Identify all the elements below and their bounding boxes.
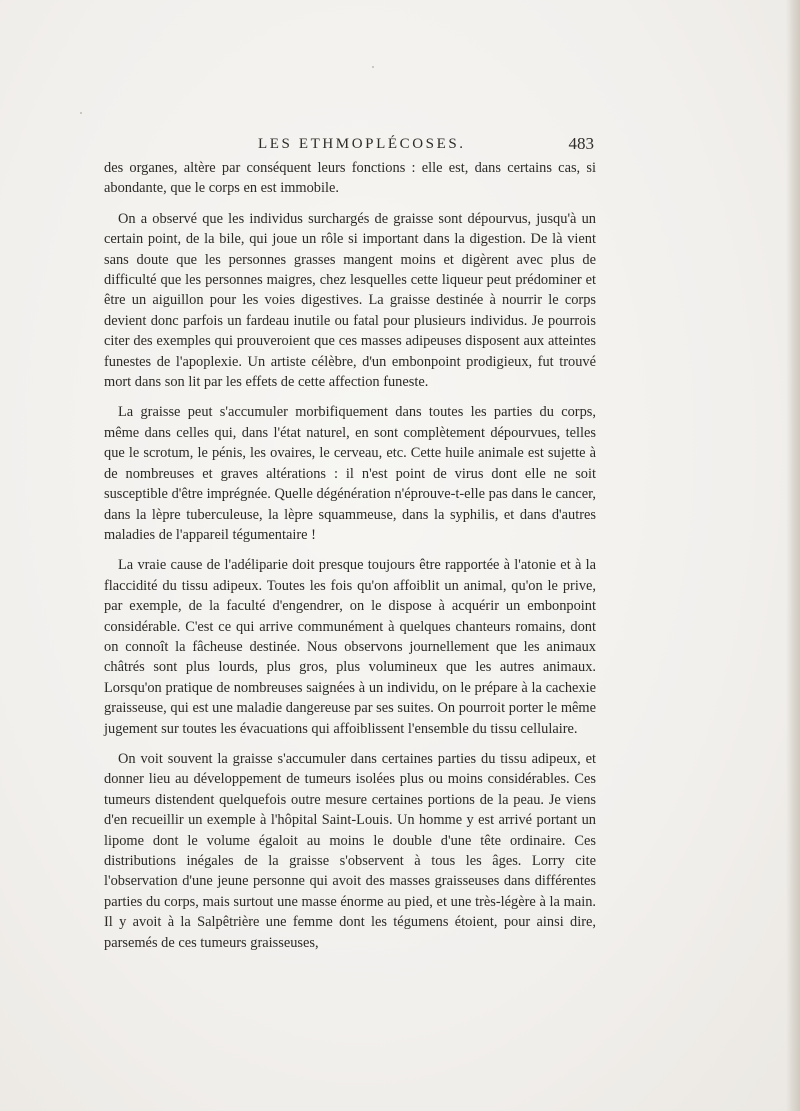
page-number: 483: [568, 134, 594, 153]
paragraph: La vraie cause de l'adéliparie doit presque toujours être rapportée à l'atonie et à la flaccidité du tissu adipeux. Toutes les fois qu'on affoiblit un animal, qu'on le prive, par exemple, de la faculté d'engendrer, on le dispose à acquérir un embonpoint considérable. C'est ce qui arrive communément à quelques chanteurs romains, dont on connoît la fâcheuse destinée. Nous observons journellement que les animaux châtrés sont plus lourds, plus gros, plus volumineux que les autres animaux. Lorsqu'on pratique de nombreuses saignées à un individu, on le prépare à la cachexie graisseuse, qui est une maladie dangereuse par ses suites. On pourroit porter le même jugement sur toutes les évacuations qui affoiblissent l'ensemble du tissu cellulaire.: [104, 557, 596, 737]
running-title: LES ETHMOPLÉCOSES.: [258, 136, 466, 152]
paragraph: La graisse peut s'accumuler morbifiquement dans toutes les parties du corps, même dans celles qui, dans l'état naturel, en sont complètement dépourvues, telles que le scrotum, le pénis, les ovaires, le cerveau, etc. Cette huile animale est sujette à de nombreuses et graves altérations : il n'est point de virus dont elle ne soit susceptible d'être imprégnée. Quelle dégénération n'éprouve-t-elle pas dans le cancer, dans la lèpre tuberculeuse, la lèpre squammeuse, dans la syphilis, et dans d'autres maladies de l'appareil tégumentaire !: [104, 404, 596, 543]
paper-speck: [80, 112, 82, 114]
paragraph: On a observé que les individus surchargés de graisse sont dépourvus, jusqu'à un certain point, de la bile, qui joue un rôle si important dans la digestion. De là vient sans doute que les personnes grasses mangent moins et digèrent avec plus de difficulté que les personnes maigres, chez lesquelles cette liqueur peut prédominer et être un aiguillon pour les voies digestives. La graisse destinée à nourrir le corps devient donc parfois un fardeau inutile ou fatal pour plusieurs individus. Je pourrois citer des exemples qui prouveroient que ces masses adipeuses disposent aux atteintes funestes de l'apoplexie. Un artiste célèbre, d'un embonpoint prodigieux, fut trouvé mort dans son lit par les effets de cette affection funeste.: [104, 210, 596, 391]
paragraph: des organes, altère par conséquent leurs fonctions : elle est, dans certains cas, si abondante, que le corps en est immobile.: [104, 160, 596, 197]
paragraph: On voit souvent la graisse s'accumuler dans certaines parties du tissu adipeux, et donner lieu au développement de tumeurs isolées plus ou moins considérables. Ces tumeurs distendent quelquefois outre mesure certaines portions de la peau. Je viens d'en recueillir un exemple à l'hôpital Saint-Louis. Un homme y est arrivé portant un lipome dont le volume égaloit au moins le double d'une tête ordinaire. Ces distributions inégales de la graisse s'observent à tous les âges. Lorry cite l'observation d'une jeune personne qui avoit des masses graisseuses dans différentes parties du corps, mais surtout une masse énorme au pied, et une très-légère à la main. Il y avoit à la Salpêtrière une femme dont les tégumens étoient, pour ainsi dire, parsemés de ces tumeurs graisseuses,: [104, 750, 596, 951]
paper-speck: [372, 66, 374, 68]
page-edge-shadow: [786, 0, 800, 1111]
running-head: [104, 136, 596, 158]
body-text: [104, 158, 596, 963]
